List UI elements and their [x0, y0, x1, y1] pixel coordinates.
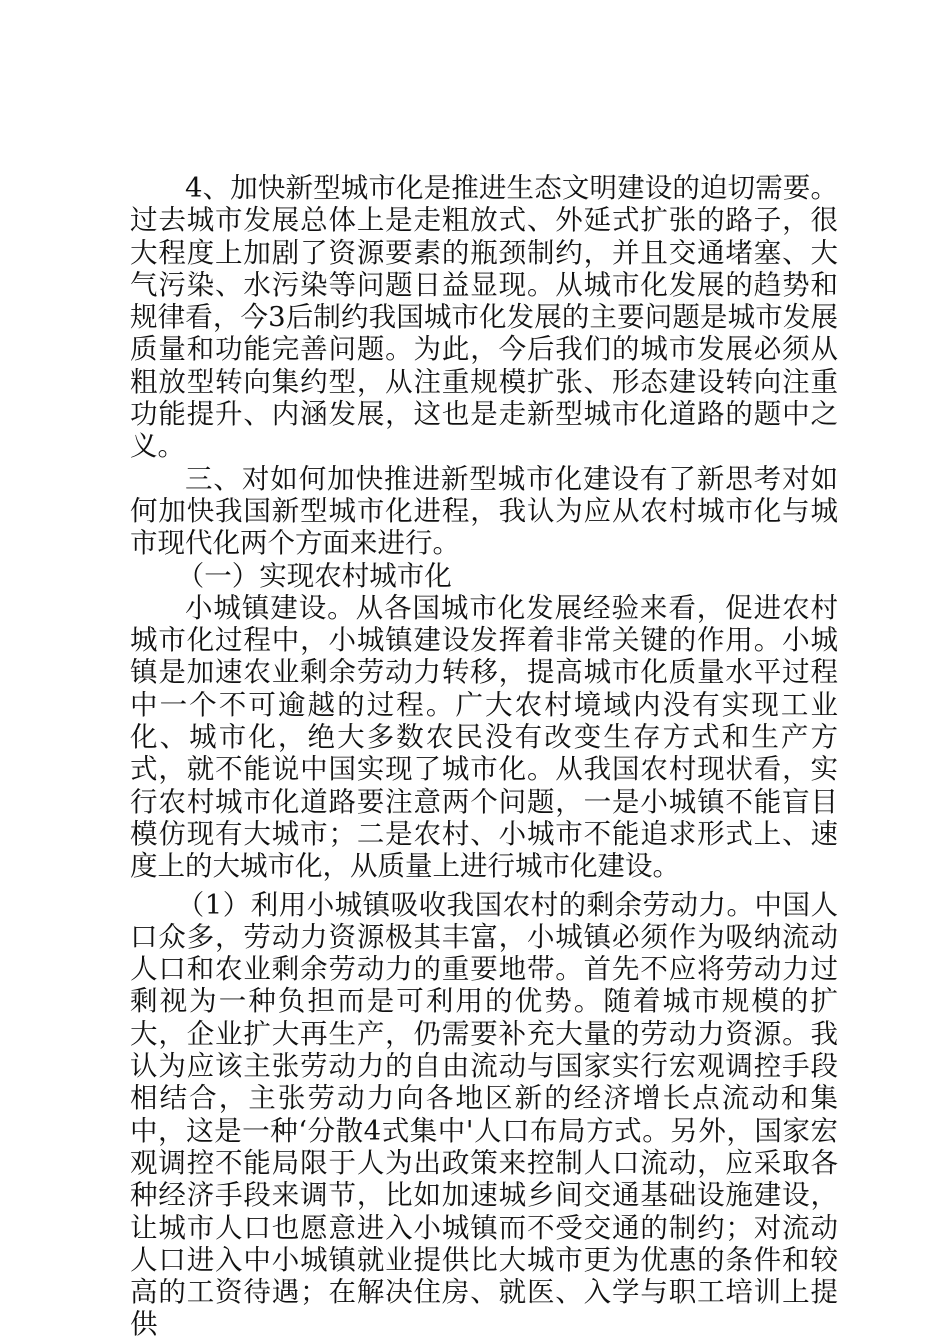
paragraph-new-thinking: 三、对如何加快推进新型城市化建设有了新思考对如何加快我国新型城市化进程，我认为应从农村城市化与城市现代化两个方面来进行。: [130, 462, 838, 560]
paragraph-ecological-civilization: 4、加快新型城市化是推进生态文明建设的迫切需要。过去城市发展总体上是走粗放式、外延式扩张的路子，很大程度上加剧了资源要素的瓶颈制约，并且交通堵塞、大气污染、水污染等问题日益显现。从城市化发展的趋势和规律看，今3后制约我国城市化发展的主要问题是城市发展质量和功能完善问题。为此，今后我们的城市发展必须从粗放型转向集约型，从注重规模扩张、形态建设转向注重功能提升、内涵发展，这也是走新型城市化道路的题中之义。: [130, 172, 838, 463]
paragraph-surplus-labor: （1）利用小城镇吸收我国农村的剩余劳动力。中国人口众多，劳动力资源极其丰富，小城镇必须作为吸纳流动人口和农业剩余劳动力的重要地带。首先不应将劳动力过剩视为一种负担而是可利用的优势。随着城市规模的扩大，企业扩大再生产，仍需要补充大量的劳动力资源。我认为应该主张劳动力的自由流动与国家实行宏观调控手段相结合，主张劳动力向各地区新的经济增长点流动和集中，这是一种‘分散4式集中'人口布局方式。另外，国家宏观调控不能局限于人为出政策来控制人口流动，应采取各种经济手段来调节，比如加速城乡间交通基础设施建设，让城市人口也愿意进入小城镇而不受交通的制约；对流动人口进入中小城镇就业提供比大城市更为优惠的条件和较高的工资待遇；在解决住房、就医、入学与职工培训上提供: [130, 888, 838, 1341]
paragraph-small-town-construction: 小城镇建设。从各国城市化发展经验来看，促进农村城市化过程中，小城镇建设发挥着非常关键的作用。小城镇是加速农业剩余劳动力转移，提高城市化质量水平过程中一个不可逾越的过程。广大农村境域内没有实现工业化、城市化，绝大多数农民没有改变生存方式和生产方式，就不能说中国实现了城市化。从我国农村现状看，实行农村城市化道路要注意两个问题，一是小城镇不能盲目模仿现有大城市；二是农村、小城市不能追求形式上、速度上的大城市化，从质量上进行城市化建设。: [130, 591, 838, 883]
section-heading-rural-urbanization: （一）实现农村城市化: [176, 559, 452, 592]
document-body: [130, 172, 838, 1341]
